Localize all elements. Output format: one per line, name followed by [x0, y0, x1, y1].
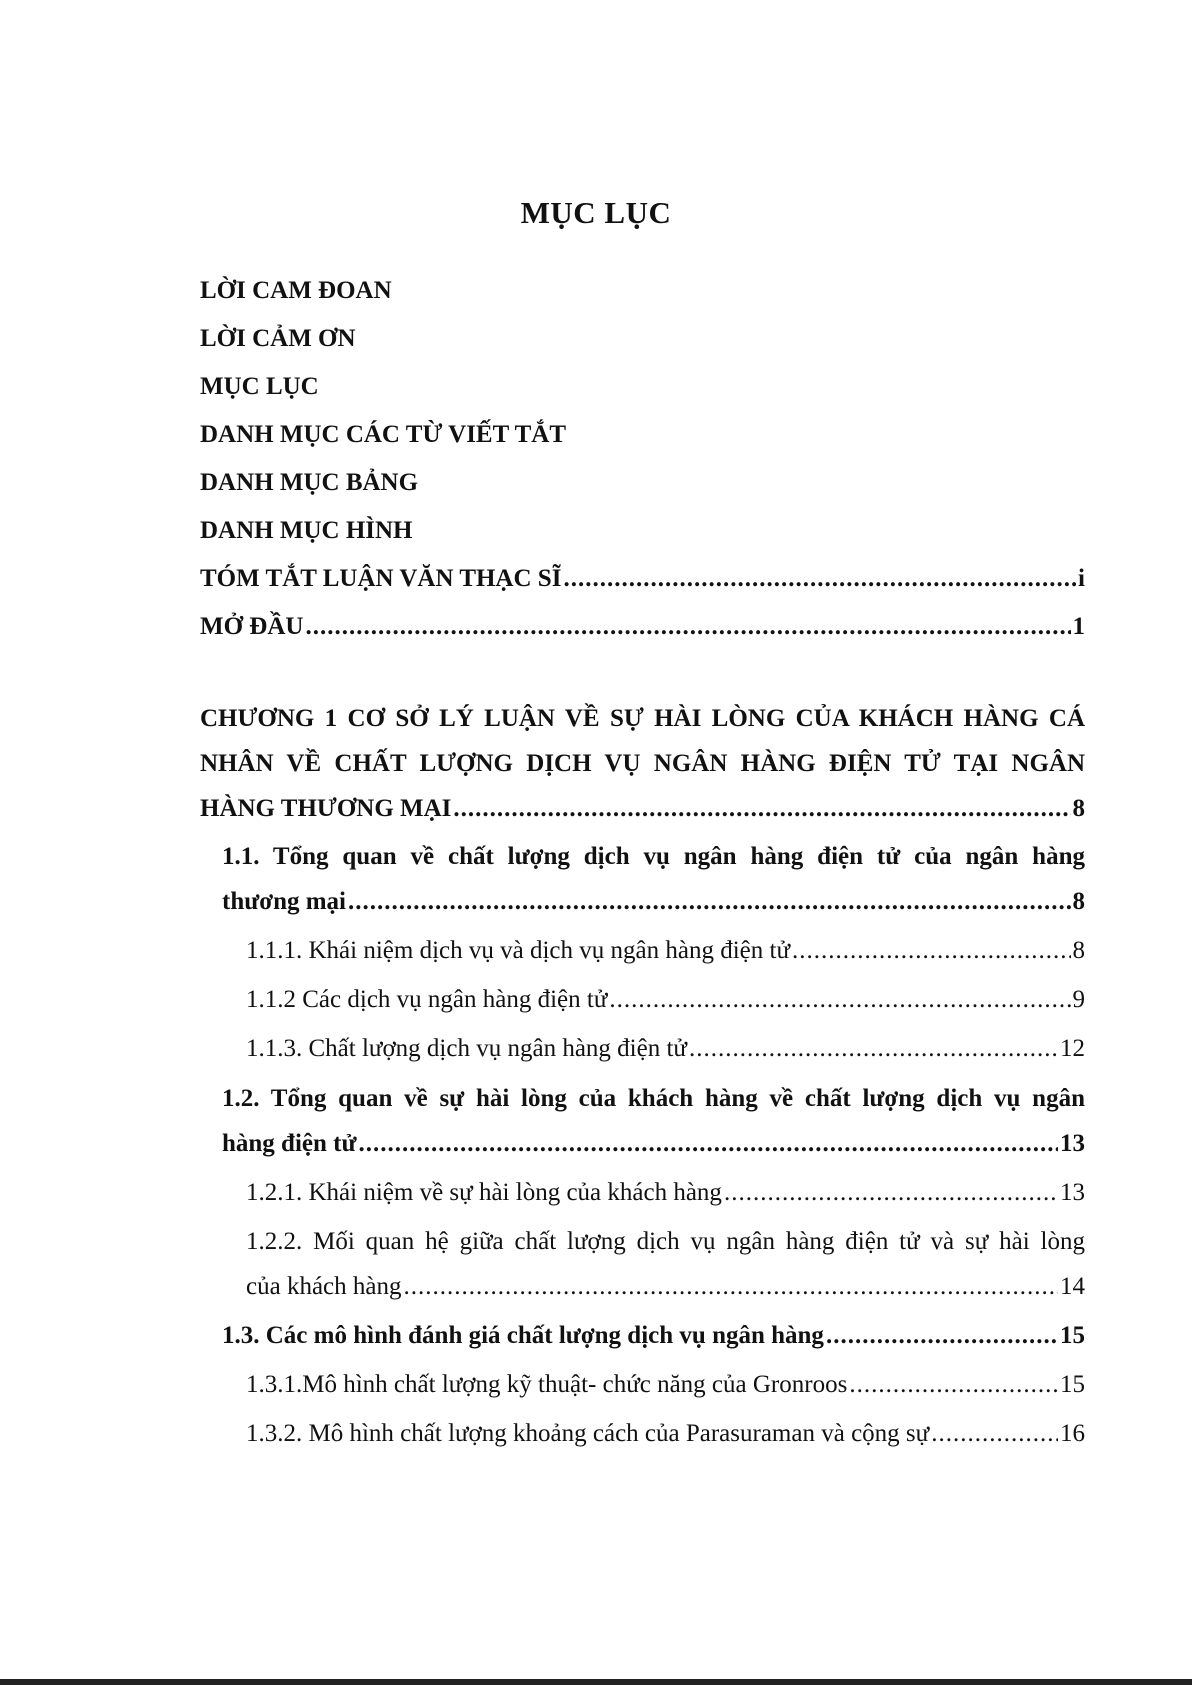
toc-entry-text: DANH MỤC HÌNH — [200, 517, 413, 544]
toc-entry-text: 1.1.1. Khái niệm dịch vụ và dịch vụ ngân hàng điện tử — [246, 937, 790, 964]
dot-leader — [348, 879, 1071, 925]
dot-leader — [724, 1170, 1058, 1216]
toc-entry-text: LỜI CAM ĐOAN — [200, 277, 392, 304]
toc-section-1-1-line-1: 1.1. Tổng quan về chất lượng dịch vụ ngân hàng điện tử của ngân hàng — [222, 843, 1085, 870]
dot-leader — [849, 1362, 1058, 1408]
dot-leader — [792, 928, 1071, 974]
bottom-border — [0, 1679, 1192, 1685]
dot-leader — [609, 977, 1070, 1023]
toc-entry-loi-cam-doan — [200, 268, 1085, 314]
dot-leader — [403, 1264, 1058, 1310]
dot-leader — [826, 1313, 1058, 1359]
toc-chapter-1-line-3 — [200, 786, 1085, 832]
toc-page-number: 8 — [1072, 937, 1085, 964]
toc-entry-text: DANH MỤC CÁC TỪ VIẾT TẮT — [200, 421, 567, 448]
toc-subsection-1-3-1 — [246, 1362, 1085, 1408]
toc-subsection-1-1-2 — [246, 977, 1085, 1023]
toc-entry-text: DANH MỤC BẢNG — [200, 469, 419, 496]
toc-subsection-1-2-1 — [246, 1170, 1085, 1216]
toc-page-number: 13 — [1060, 1179, 1085, 1206]
toc-entry-text: 1.3.2. Mô hình chất lượng khoảng cách của Parasuraman và cộng sự — [246, 1420, 930, 1447]
toc-entry-danh-muc-bang — [200, 460, 1085, 506]
toc-subsection-1-1-3 — [246, 1026, 1085, 1072]
toc-page-number: 15 — [1060, 1371, 1085, 1398]
toc-section-1-2-line-1: 1.2. Tổng quan về sự hài lòng của khách hàng về chất lượng dịch vụ ngân — [222, 1085, 1085, 1112]
toc-page-number: 14 — [1060, 1273, 1085, 1300]
toc-page-number: 15 — [1060, 1322, 1085, 1349]
toc-subsection-1-1-1 — [246, 928, 1085, 974]
toc-section-1-3 — [222, 1313, 1085, 1359]
toc-entry-text: LỜI CẢM ƠN — [200, 325, 356, 352]
toc-page-number: 16 — [1060, 1420, 1085, 1447]
toc-page-number: 13 — [1060, 1130, 1085, 1157]
dot-leader — [305, 604, 1070, 650]
toc-entry-text: MỞ ĐẦU — [200, 613, 304, 640]
toc-entry-text: 1.2.1. Khái niệm về sự hài lòng của khách hàng — [246, 1179, 722, 1206]
toc-subsection-1-2-2-line-2 — [246, 1264, 1085, 1310]
page-title: MỤC LỤC — [520, 195, 672, 230]
toc-entry-loi-cam-on — [200, 316, 1085, 362]
toc-entry-text: MỤC LỤC — [200, 373, 319, 400]
dot-leader — [563, 556, 1076, 602]
dot-leader — [689, 1026, 1058, 1072]
toc-section-1-1-line-2 — [222, 879, 1085, 925]
toc-section-1-2-line-2 — [222, 1121, 1085, 1167]
toc-entry-text: TÓM TẮT LUẬN VĂN THẠC SĨ — [200, 565, 562, 592]
toc-chapter-1-line-2: NHÂN VỀ CHẤT LƯỢNG DỊCH VỤ NGÂN HÀNG ĐIỆN TỬ TẠI NGÂN — [200, 750, 1085, 777]
dot-leader — [931, 1411, 1058, 1457]
toc-subsection-1-3-2 — [246, 1411, 1085, 1457]
toc-entry-text: 1.1.2 Các dịch vụ ngân hàng điện tử — [246, 986, 608, 1013]
dot-leader — [453, 786, 1070, 832]
toc-subsection-1-2-2-line-1: 1.2.2. Mối quan hệ giữa chất lượng dịch vụ ngân hàng điện tử và sự hài lòng — [246, 1228, 1085, 1255]
toc-entry-text: 1.1.3. Chất lượng dịch vụ ngân hàng điện tử — [246, 1035, 687, 1062]
toc-page-number: 12 — [1060, 1035, 1085, 1062]
toc-page-number: 8 — [1072, 795, 1085, 822]
toc-page-number: 8 — [1072, 888, 1085, 915]
toc-entry-text: HÀNG THƯƠNG MẠI — [200, 795, 452, 822]
toc-entry-text: hàng điện tử — [222, 1130, 357, 1157]
toc-entry-danh-muc-tu-viet-tat — [200, 412, 1085, 458]
toc-entry-muc-luc — [200, 364, 1085, 410]
toc-entry-mo-dau — [200, 604, 1085, 650]
toc-chapter-1-line-1: CHƯƠNG 1 CƠ SỞ LÝ LUẬN VỀ SỰ HÀI LÒNG CỦA KHÁCH HÀNG CÁ — [200, 705, 1085, 732]
toc-entry-text: của khách hàng — [246, 1273, 402, 1300]
toc-entry-text: thương mại — [222, 888, 346, 915]
toc-page-number: 1 — [1072, 613, 1085, 640]
toc-entry-tom-tat — [200, 556, 1085, 602]
toc-page-number: 9 — [1072, 986, 1085, 1013]
dot-leader — [359, 1121, 1059, 1167]
toc-entry-text: 1.3.1.Mô hình chất lượng kỹ thuật- chức năng của Gronroos — [246, 1371, 848, 1398]
toc-entry-danh-muc-hinh — [200, 508, 1085, 554]
toc-entry-text: 1.3. Các mô hình đánh giá chất lượng dịch vụ ngân hàng — [222, 1322, 824, 1349]
toc-page-number: i — [1078, 565, 1085, 592]
